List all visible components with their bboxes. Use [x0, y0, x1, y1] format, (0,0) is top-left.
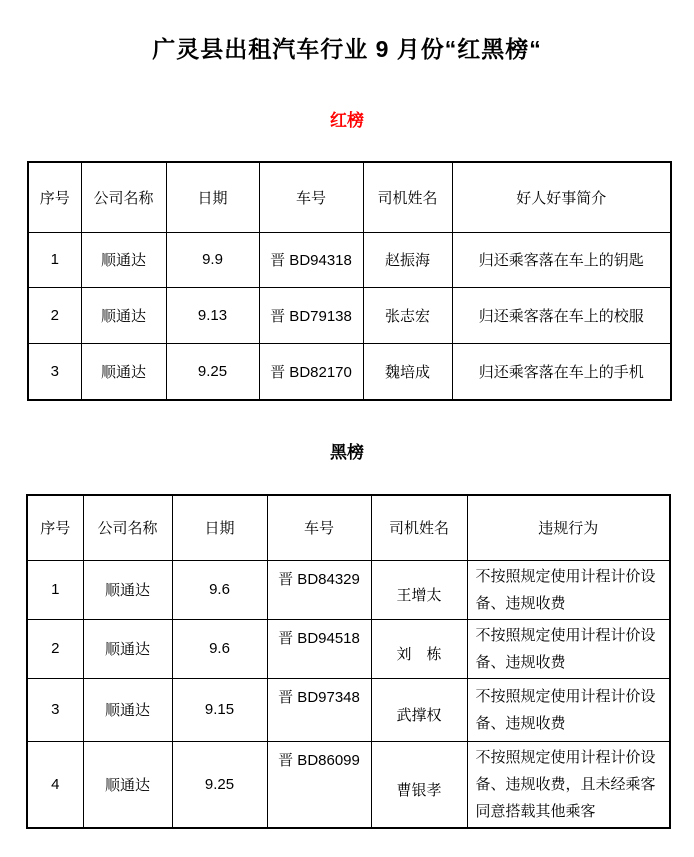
- black-list-table: [26, 494, 671, 829]
- cell-date: 9.25: [172, 741, 267, 828]
- cell-serial: 1: [27, 560, 83, 619]
- black-table-row: [27, 560, 670, 619]
- cell-plate: 晋 BD86099: [267, 741, 371, 828]
- cell-driver: 曹银孝: [371, 741, 467, 828]
- page-title: 广灵县出租汽车行业 9 月份“红黑榜“: [152, 36, 542, 62]
- header-serial: 序号: [28, 162, 81, 232]
- cell-deeds: 归还乘客落在车上的校服: [452, 287, 671, 343]
- red-list-label: 红榜: [330, 111, 364, 130]
- cell-driver: 赵振海: [363, 232, 452, 287]
- cell-company: 顺通达: [83, 678, 172, 741]
- black-list-label: 黑榜: [330, 443, 364, 462]
- cell-company: 顺通达: [83, 741, 172, 828]
- cell-date: 9.25: [166, 343, 259, 400]
- cell-plate: 晋 BD94518: [267, 619, 371, 678]
- cell-company: 顺通达: [81, 232, 166, 287]
- header-driver: 司机姓名: [363, 162, 452, 232]
- black-table-header-row: [27, 495, 670, 560]
- header-company: 公司名称: [83, 495, 172, 560]
- red-table-header-row: [28, 162, 671, 232]
- cell-serial: 2: [27, 619, 83, 678]
- header-driver: 司机姓名: [371, 495, 467, 560]
- cell-company: 顺通达: [83, 619, 172, 678]
- cell-plate: 晋 BD79138: [259, 287, 363, 343]
- cell-violation: 不按照规定使用计程计价设备、违规收费: [467, 560, 670, 619]
- cell-date: 9.6: [172, 619, 267, 678]
- cell-plate: 晋 BD82170: [259, 343, 363, 400]
- black-table-row: [27, 678, 670, 741]
- black-table-row: [27, 619, 670, 678]
- cell-serial: 2: [28, 287, 81, 343]
- cell-plate: 晋 BD84329: [267, 560, 371, 619]
- black-table-row: [27, 741, 670, 828]
- cell-serial: 3: [28, 343, 81, 400]
- cell-violation: 不按照规定使用计程计价设备、违规收费: [467, 619, 670, 678]
- header-date: 日期: [172, 495, 267, 560]
- header-plate: 车号: [259, 162, 363, 232]
- cell-driver: 魏培成: [363, 343, 452, 400]
- cell-company: 顺通达: [83, 560, 172, 619]
- header-plate: 车号: [267, 495, 371, 560]
- cell-plate: 晋 BD94318: [259, 232, 363, 287]
- cell-company: 顺通达: [81, 287, 166, 343]
- cell-driver: 王增太: [371, 560, 467, 619]
- header-deeds: 好人好事简介: [452, 162, 671, 232]
- cell-serial: 3: [27, 678, 83, 741]
- cell-violation: 不按照规定使用计程计价设备、违规收费: [467, 678, 670, 741]
- cell-date: 9.6: [172, 560, 267, 619]
- cell-date: 9.9: [166, 232, 259, 287]
- red-list-table: [27, 161, 672, 401]
- header-violation: 违规行为: [467, 495, 670, 560]
- cell-date: 9.15: [172, 678, 267, 741]
- red-table-row: [28, 287, 671, 343]
- cell-driver: 刘 栋: [371, 619, 467, 678]
- red-table-row: [28, 232, 671, 287]
- header-serial: 序号: [27, 495, 83, 560]
- cell-date: 9.13: [166, 287, 259, 343]
- cell-company: 顺通达: [81, 343, 166, 400]
- red-table-row: [28, 343, 671, 400]
- cell-deeds: 归还乘客落在车上的钥匙: [452, 232, 671, 287]
- cell-serial: 1: [28, 232, 81, 287]
- cell-violation: 不按照规定使用计程计价设备、违规收费，且未经乘客同意搭载其他乘客: [467, 741, 670, 828]
- cell-driver: 张志宏: [363, 287, 452, 343]
- header-date: 日期: [166, 162, 259, 232]
- cell-deeds: 归还乘客落在车上的手机: [452, 343, 671, 400]
- cell-plate: 晋 BD97348: [267, 678, 371, 741]
- header-company: 公司名称: [81, 162, 166, 232]
- cell-serial: 4: [27, 741, 83, 828]
- cell-driver: 武撑权: [371, 678, 467, 741]
